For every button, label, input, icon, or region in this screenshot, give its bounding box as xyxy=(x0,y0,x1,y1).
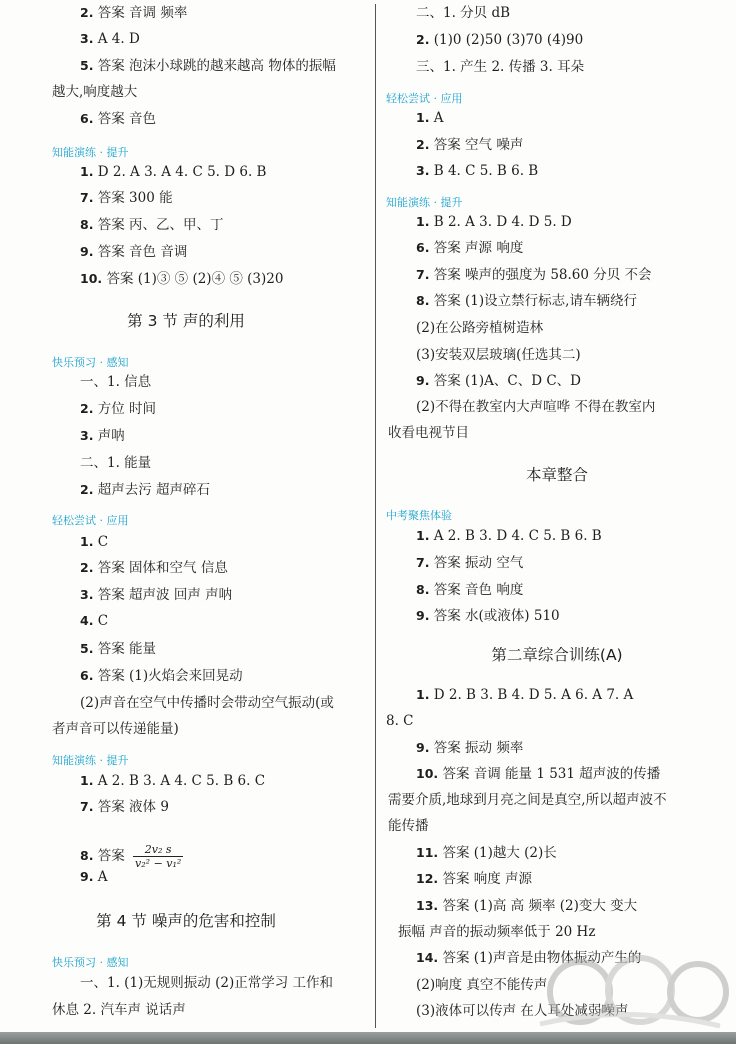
answer-text: 一、1. 信息 xyxy=(80,374,152,390)
answer-number: 2. xyxy=(416,137,430,152)
section-label: 中考聚焦体验 xyxy=(386,509,452,522)
answer-number: 12. xyxy=(416,871,439,886)
answer-line xyxy=(80,585,232,605)
answer-text: C xyxy=(93,534,109,550)
answer-text: 声呐 xyxy=(93,428,125,444)
answer-text: 一、1. (1)无规则振动 (2)正常学习 工作和 xyxy=(80,975,333,991)
answer-number: 8. xyxy=(416,293,430,308)
answer-text: B 4. C 5. B 6. B xyxy=(429,163,539,179)
answer-line xyxy=(416,291,637,311)
answer-number: 7. xyxy=(416,267,430,282)
answer-text: 答案 (1)③ ⑤ (2)④ ⑤ (3)20 xyxy=(102,271,284,287)
answer-text: 答案 噪声的强度为 58.60 分贝 不会 xyxy=(429,267,652,283)
answer-number: 9. xyxy=(416,740,430,755)
answer-line xyxy=(52,1000,186,1020)
answer-text: 答案 300 能 xyxy=(93,190,173,206)
answer-text: 答案 响度 声源 xyxy=(438,871,533,887)
section-label: 知能演练 · 提升 xyxy=(386,196,463,209)
answer-number: 8. xyxy=(80,217,94,232)
answer-line xyxy=(388,790,667,810)
answer-line xyxy=(416,685,633,705)
answer-line xyxy=(388,423,469,443)
answer-line xyxy=(416,896,637,916)
answer-text: 答案 (1)声音是由物体振动产生的 xyxy=(438,950,642,966)
answer-line xyxy=(416,843,557,863)
answer-number: 4. xyxy=(80,613,94,628)
fraction xyxy=(133,843,183,870)
answer-number: 5. xyxy=(80,58,94,73)
answer-text: A xyxy=(429,110,444,126)
answer-line xyxy=(80,771,265,791)
answer-number: 3. xyxy=(80,31,94,46)
answer-line xyxy=(80,666,243,686)
answer-number: 7. xyxy=(416,555,430,570)
answer-line xyxy=(416,30,583,50)
answer-number: 7. xyxy=(80,190,94,205)
answer-text: A 4. D xyxy=(93,31,140,47)
answer-text: 答案 (1)越大 (2)长 xyxy=(438,845,557,861)
answer-line xyxy=(80,56,336,76)
column-divider xyxy=(375,4,376,1028)
answer-number: 14. xyxy=(416,950,439,965)
answer-number: 9. xyxy=(80,869,94,884)
answer-line xyxy=(416,3,510,23)
answer-line xyxy=(416,57,584,77)
answer-number: 6. xyxy=(416,240,430,255)
answer-number: 1. xyxy=(416,214,430,229)
answer-line xyxy=(80,480,210,500)
answer-text: 答案 振动 空气 xyxy=(429,555,524,571)
answer-text: 方位 时间 xyxy=(93,401,157,417)
answer-text: D 2. A 3. A 4. C 5. D 6. B xyxy=(93,164,267,180)
answer-text: 答案 声源 响度 xyxy=(429,240,524,256)
answer-number: 2. xyxy=(80,560,94,575)
answer-text: 答案 泡沫小球跳的越来越高 物体的振幅 xyxy=(93,58,336,74)
answer-label: 答案 xyxy=(93,848,125,864)
answer-number: 1. xyxy=(416,687,430,702)
answer-line xyxy=(416,108,444,128)
answer-number: 6. xyxy=(80,668,94,683)
answer-text: 需要介质,地球到月亮之间是真空,所以超声波不 xyxy=(388,792,667,808)
answer-text: 收看电视节目 xyxy=(388,425,469,441)
answer-number: 1. xyxy=(80,534,94,549)
answer-text: (3)安装双层玻璃(任选其二) xyxy=(416,347,581,363)
answer-text: 答案 振动 频率 xyxy=(429,740,524,756)
answer-number: 5. xyxy=(80,641,94,656)
answer-text: 答案 丙、乙、甲、丁 xyxy=(93,217,224,233)
answer-line xyxy=(416,371,581,391)
answer-number: 8. xyxy=(416,582,430,597)
answer-text: 振幅 声音的振动频率低于 20 Hz xyxy=(398,924,596,940)
answer-text: 8. C xyxy=(386,713,414,729)
answer-number: 3. xyxy=(80,428,94,443)
answer-line xyxy=(416,397,655,417)
fraction-denominator: v₂² − v₁² xyxy=(135,857,182,870)
answer-line xyxy=(416,318,543,338)
answer-line xyxy=(80,611,108,631)
answer-number: 10. xyxy=(80,271,103,286)
answer-text: (2)声音在空气中传播时会带动空气振动(或 xyxy=(80,695,334,711)
answer-text: (2)不得在教室内大声喧哗 不得在教室内 xyxy=(416,399,656,415)
answer-line xyxy=(52,82,137,102)
answer-text: 答案 音调 频率 xyxy=(93,5,188,21)
answer-text: 二、1. 分贝 dB xyxy=(416,5,511,21)
answer-line xyxy=(80,532,108,552)
answer-line xyxy=(416,345,581,365)
answer-number: 2. xyxy=(80,5,94,20)
answer-line xyxy=(386,711,414,731)
answer-number: 2. xyxy=(80,482,94,497)
answer-text: 答案 音色 响度 xyxy=(429,582,524,598)
answer-line xyxy=(398,922,595,942)
answer-text: 休息 2. 汽车声 说话声 xyxy=(52,1002,186,1018)
chapter-title: 第 3 节 声的利用 xyxy=(127,312,245,330)
answer-text: (3)液体可以传声 在人耳处减弱噪声 xyxy=(416,1003,629,1019)
answer-line xyxy=(80,973,333,993)
answer-line xyxy=(80,797,169,817)
section-label: 知能演练 · 提升 xyxy=(52,754,129,767)
answer-text: 答案 固体和空气 信息 xyxy=(93,560,228,576)
answer-text: 答案 (1)A、C、D C、D xyxy=(429,373,582,389)
chapter-title: 本章整合 xyxy=(525,466,588,484)
answer-line xyxy=(80,162,266,182)
answer-line xyxy=(80,639,156,659)
answer-number: 11. xyxy=(416,845,439,860)
answer-line xyxy=(80,558,228,578)
answer-number: 6. xyxy=(80,111,94,126)
answer-text: 三、1. 产生 2. 传播 3. 耳朵 xyxy=(416,59,585,75)
answer-text: (2)在公路旁植树造林 xyxy=(416,320,544,336)
fraction-numerator: 2v₂ s xyxy=(133,843,183,857)
answer-line xyxy=(416,526,602,546)
answer-text: B 2. A 3. D 4. D 5. D xyxy=(429,214,572,230)
answer-8-formula xyxy=(80,843,183,870)
answer-line xyxy=(416,738,523,758)
answer-text: A 2. B 3. D 4. C 5. B 6. B xyxy=(429,528,602,544)
answer-text: 答案 音色 音调 xyxy=(93,244,188,260)
answer-number: 1. xyxy=(416,110,430,125)
answer-text: 超声去污 超声碎石 xyxy=(93,482,211,498)
answer-line xyxy=(80,3,187,23)
answer-number: 13. xyxy=(416,898,439,913)
answer-text: D 2. B 3. B 4. D 5. A 6. A 7. A xyxy=(429,687,634,703)
answer-text: 答案 空气 噪声 xyxy=(429,137,524,153)
chapter-title: 第 4 节 噪声的危害和控制 xyxy=(96,912,276,930)
answer-line xyxy=(52,719,179,739)
answer-line xyxy=(416,764,660,784)
answer-text: A 2. B 3. A 4. C 5. B 6. C xyxy=(93,773,266,789)
answer-line xyxy=(416,135,523,155)
answer-line xyxy=(416,553,523,573)
answer-number: 9. xyxy=(416,608,430,623)
answer-line xyxy=(80,242,187,262)
answer-line xyxy=(80,399,156,419)
answer-line xyxy=(416,580,523,600)
answer-number: 8. xyxy=(80,848,94,863)
answer-text: 答案 能量 xyxy=(93,641,157,657)
chapter-title: 第二章综合训练(A) xyxy=(491,646,623,664)
section-label: 轻松尝试 · 应用 xyxy=(386,92,463,105)
answer-line xyxy=(80,109,156,129)
answer-text: 答案 音调 能量 1 531 超声波的传播 xyxy=(438,766,661,782)
section-label: 轻松尝试 · 应用 xyxy=(52,514,129,527)
answer-text: (1)0 (2)50 (3)70 (4)90 xyxy=(429,32,584,48)
answer-number: 1. xyxy=(416,528,430,543)
answer-line xyxy=(80,269,283,289)
answer-text: A xyxy=(93,869,108,885)
answer-line xyxy=(416,212,572,232)
answer-line xyxy=(416,238,523,258)
answer-text: 能传播 xyxy=(388,818,429,834)
watermark-logo xyxy=(520,944,734,1040)
answer-number: 7. xyxy=(80,799,94,814)
answer-line xyxy=(388,816,429,836)
answer-line xyxy=(416,265,652,285)
answer-line xyxy=(80,29,140,49)
answer-text: 二、1. 能量 xyxy=(80,455,152,471)
answer-number: 3. xyxy=(416,163,430,178)
answer-text: 答案 (1)高 高 频率 (2)变大 变大 xyxy=(438,898,638,914)
answer-number: 1. xyxy=(80,773,94,788)
answer-line xyxy=(80,426,125,446)
answer-text: 者声音可以传递能量) xyxy=(52,721,179,737)
answer-text: C xyxy=(93,613,109,629)
section-label: 快乐预习 · 感知 xyxy=(52,356,129,369)
answer-text: 答案 (1)火焰会来回晃动 xyxy=(93,668,243,684)
answer-text: 答案 (1)设立禁行标志,请车辆绕行 xyxy=(429,293,637,309)
answer-text: (2)响度 真空不能传声 xyxy=(416,977,548,993)
section-label: 知能演练 · 提升 xyxy=(52,146,129,159)
answer-line xyxy=(80,188,173,208)
answer-number: 9. xyxy=(80,244,94,259)
answer-number: 9. xyxy=(416,373,430,388)
answer-line xyxy=(80,867,108,887)
answer-line xyxy=(80,693,334,713)
answer-number: 1. xyxy=(80,164,94,179)
answer-line xyxy=(80,453,151,473)
answer-number: 10. xyxy=(416,766,439,781)
answer-line xyxy=(80,372,151,392)
answer-line xyxy=(416,161,538,181)
section-label: 快乐预习 · 感知 xyxy=(52,956,129,969)
answer-number: 2. xyxy=(416,32,430,47)
answer-number: 2. xyxy=(80,401,94,416)
answer-text: 答案 音色 xyxy=(93,111,157,127)
answer-line xyxy=(80,215,224,235)
answer-number: 3. xyxy=(80,587,94,602)
answer-text: 答案 液体 9 xyxy=(93,799,169,815)
answer-text: 答案 超声波 回声 声呐 xyxy=(93,587,233,603)
answer-line xyxy=(416,869,532,889)
answer-text: 答案 水(或液体) 510 xyxy=(429,608,560,624)
answer-line xyxy=(416,606,560,626)
answer-text: 越大,响度越大 xyxy=(52,84,138,100)
